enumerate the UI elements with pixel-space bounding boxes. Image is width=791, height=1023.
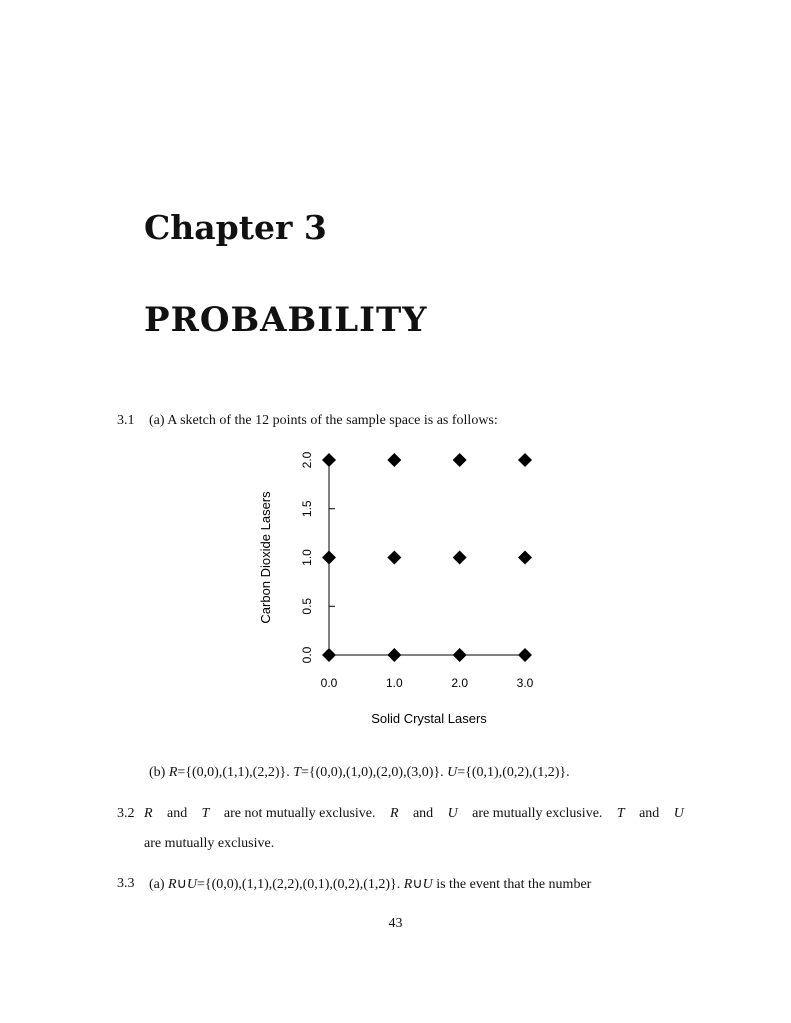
problem-3-2-line-1 [144,806,684,822]
chapter-label: Chapter 3 [144,208,327,247]
text-run: U [422,877,433,892]
text-run: ∪ [176,877,187,892]
text-run: and [635,806,663,821]
data-point-diamond [453,551,467,565]
data-point-diamond [518,453,532,467]
text-run: is the event that the number [432,877,592,892]
data-point-diamond [322,551,336,565]
chart-axes [329,460,525,655]
problem-3-2-line-2: are mutually exclusive. [144,836,275,851]
text-run: T [201,806,210,821]
sample-space-chart [245,440,555,730]
x-tick-label: 1.0 [385,676,403,690]
set-r-symbol: R [168,765,178,780]
data-point-diamond [518,648,532,662]
y-axis-title: Carbon Dioxide Lasers [258,491,273,624]
chapter-title: PROBABILITY [144,300,428,340]
data-point-diamond [322,648,336,662]
x-tick-label: 2.0 [451,676,469,690]
data-point-diamond [453,648,467,662]
text-run: (a) [149,877,169,892]
set-t-elements: ={(0,0),(1,0),(2,0),(3,0)}. [301,765,448,780]
text-run: and [409,806,437,821]
text-run: U [673,806,684,821]
text-run: ={(0,0),(1,1),(2,2),(0,1),(0,2),(1,2)}. [196,877,404,892]
text-run: are not mutually exclusive. [220,806,380,821]
y-tick-label: 0.5 [300,597,314,615]
y-tick-label: 1.0 [300,549,314,566]
chart-labels [258,451,534,726]
y-tick-label: 2.0 [300,451,314,469]
set-u-elements: ={(0,1),(0,2),(1,2)}. [457,765,570,780]
problem-3-3-line-1 [149,876,591,893]
text-run: T [616,806,625,821]
b-prefix: (b) [149,765,169,780]
page-number: 43 [388,916,403,931]
data-point-diamond [387,453,401,467]
problem-3-1-b-text [149,765,570,781]
data-point-diamond [387,648,401,662]
y-tick-label: 0.0 [300,646,314,664]
text-run: R [403,877,413,892]
data-point-diamond [322,453,336,467]
text-run: are mutually exclusive. [468,806,606,821]
text-run: R [144,806,153,821]
set-r-elements: ={(0,0),(1,1),(2,2)}. [177,765,294,780]
text-run: R [168,877,177,892]
problem-number-3-3: 3.3 [117,876,135,891]
text-run: R [389,806,399,821]
problem-3-1-a-text: (a) A sketch of the 12 points of the sample space is as follows: [149,413,498,428]
data-point-diamond [387,551,401,565]
x-tick-label: 0.0 [320,676,338,690]
problem-number-3-1: 3.1 [117,413,135,428]
set-t-symbol: T [293,765,301,780]
problem-number-3-2: 3.2 [117,806,135,821]
x-axis-title: Solid Crystal Lasers [371,711,487,726]
text-run: ∪ [412,877,423,892]
chart-points [322,453,532,662]
data-point-diamond [518,551,532,565]
x-tick-label: 3.0 [516,676,534,690]
data-point-diamond [453,453,467,467]
text-run: U [447,806,458,821]
y-tick-label: 1.5 [300,500,314,518]
text-run: and [163,806,191,821]
set-u-symbol: U [447,765,458,780]
text-run: U [186,877,197,892]
